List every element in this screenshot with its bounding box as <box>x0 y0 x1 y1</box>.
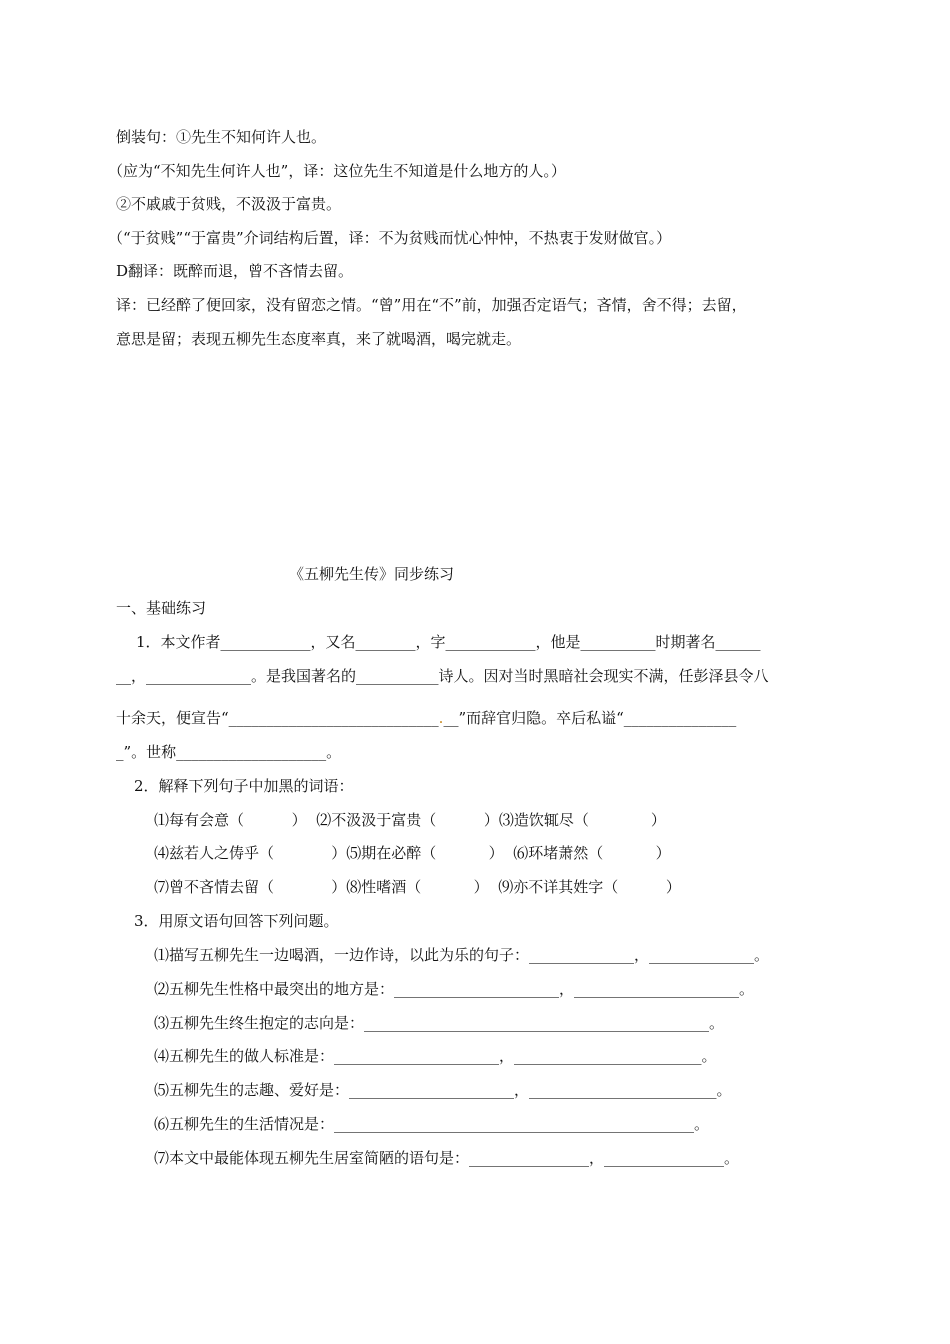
question-1-text: __”而辞官归隐。卒后私谥“_______________ <box>443 709 737 727</box>
question-3-item: ⑴描写五柳先生一边喝酒，一边作诗，以此为乐的句子：______________，______________。 <box>154 946 770 964</box>
question-3-item: ⑹五柳先生的生活情况是：________________________________________________。 <box>154 1115 710 1133</box>
question-2-row: ⑺曾不吝情去留（ ）⑻性嗜酒（ ） ⑼亦不详其姓字（ ） <box>154 878 681 896</box>
note-inversion-1: 倒装句：①先生不知何许人也。 <box>116 128 327 146</box>
note-translation-text-2: 意思是留；表现五柳先生态度率真，来了就喝酒，喝完就走。 <box>116 330 522 348</box>
question-1-line: _”。世称____________________。 <box>116 743 342 761</box>
question-3-item: ⑷五柳先生的做人标准是：______________________，_________________________。 <box>154 1047 717 1065</box>
question-3-item: ⑸五柳先生的志趣、爱好是：______________________，_________________________。 <box>154 1081 732 1099</box>
underline-mark: . <box>438 709 444 727</box>
question-3-item: ⑺本文中最能体现五柳先生居室简陋的语句是：________________，________________。 <box>154 1149 740 1167</box>
question-1-line: 1．本文作者____________，又名________，字____________，他是__________时期著名______ <box>136 633 761 651</box>
question-3-item: ⑶五柳先生终生抱定的志向是：______________________________________________。 <box>154 1014 725 1032</box>
question-1-text: 十余天，便宣告“____________________________ <box>116 709 439 727</box>
question-3-item: ⑵五柳先生性格中最突出的地方是：______________________，______________________。 <box>154 980 755 998</box>
note-translation-text-1: 译：已经醉了便回家，没有留恋之情。“曾”用在“不”前，加强否定语气；吝情，舍不得；去留， <box>116 296 747 314</box>
question-1-line <box>116 708 736 728</box>
question-1-line: __，______________。是我国著名的___________诗人。因对当时黑暗社会现实不满，任彭泽县令八 <box>116 667 769 685</box>
note-inversion-2-explanation: （“于贫贱”“于富贵”介词结构后置，译：不为贫贱而忧心忡忡，不热衷于发财做官。） <box>108 229 672 247</box>
note-inversion-2: ②不戚戚于贫贱，不汲汲于富贵。 <box>116 195 342 213</box>
section-basic-practice: 一、基础练习 <box>116 599 207 617</box>
exercise-title: 《五柳先生传》同步练习 <box>289 565 455 583</box>
question-2-row: ⑴每有会意（ ） ⑵不汲汲于富贵（ ）⑶造饮辄尽（ ） <box>154 811 666 829</box>
question-2-title: 2．解释下列句子中加黑的词语： <box>134 777 354 795</box>
question-2-row: ⑷兹若人之俦乎（ ）⑸期在必醉（ ） ⑹环堵萧然（ ） <box>154 844 671 862</box>
note-translation-d: D翻译：既醉而退，曾不吝情去留。 <box>116 262 354 280</box>
note-inversion-1-explanation: （应为“不知先生何许人也”，译：这位先生不知道是什么地方的人。） <box>108 162 566 180</box>
question-3-title: 3．用原文语句回答下列问题。 <box>134 912 339 930</box>
